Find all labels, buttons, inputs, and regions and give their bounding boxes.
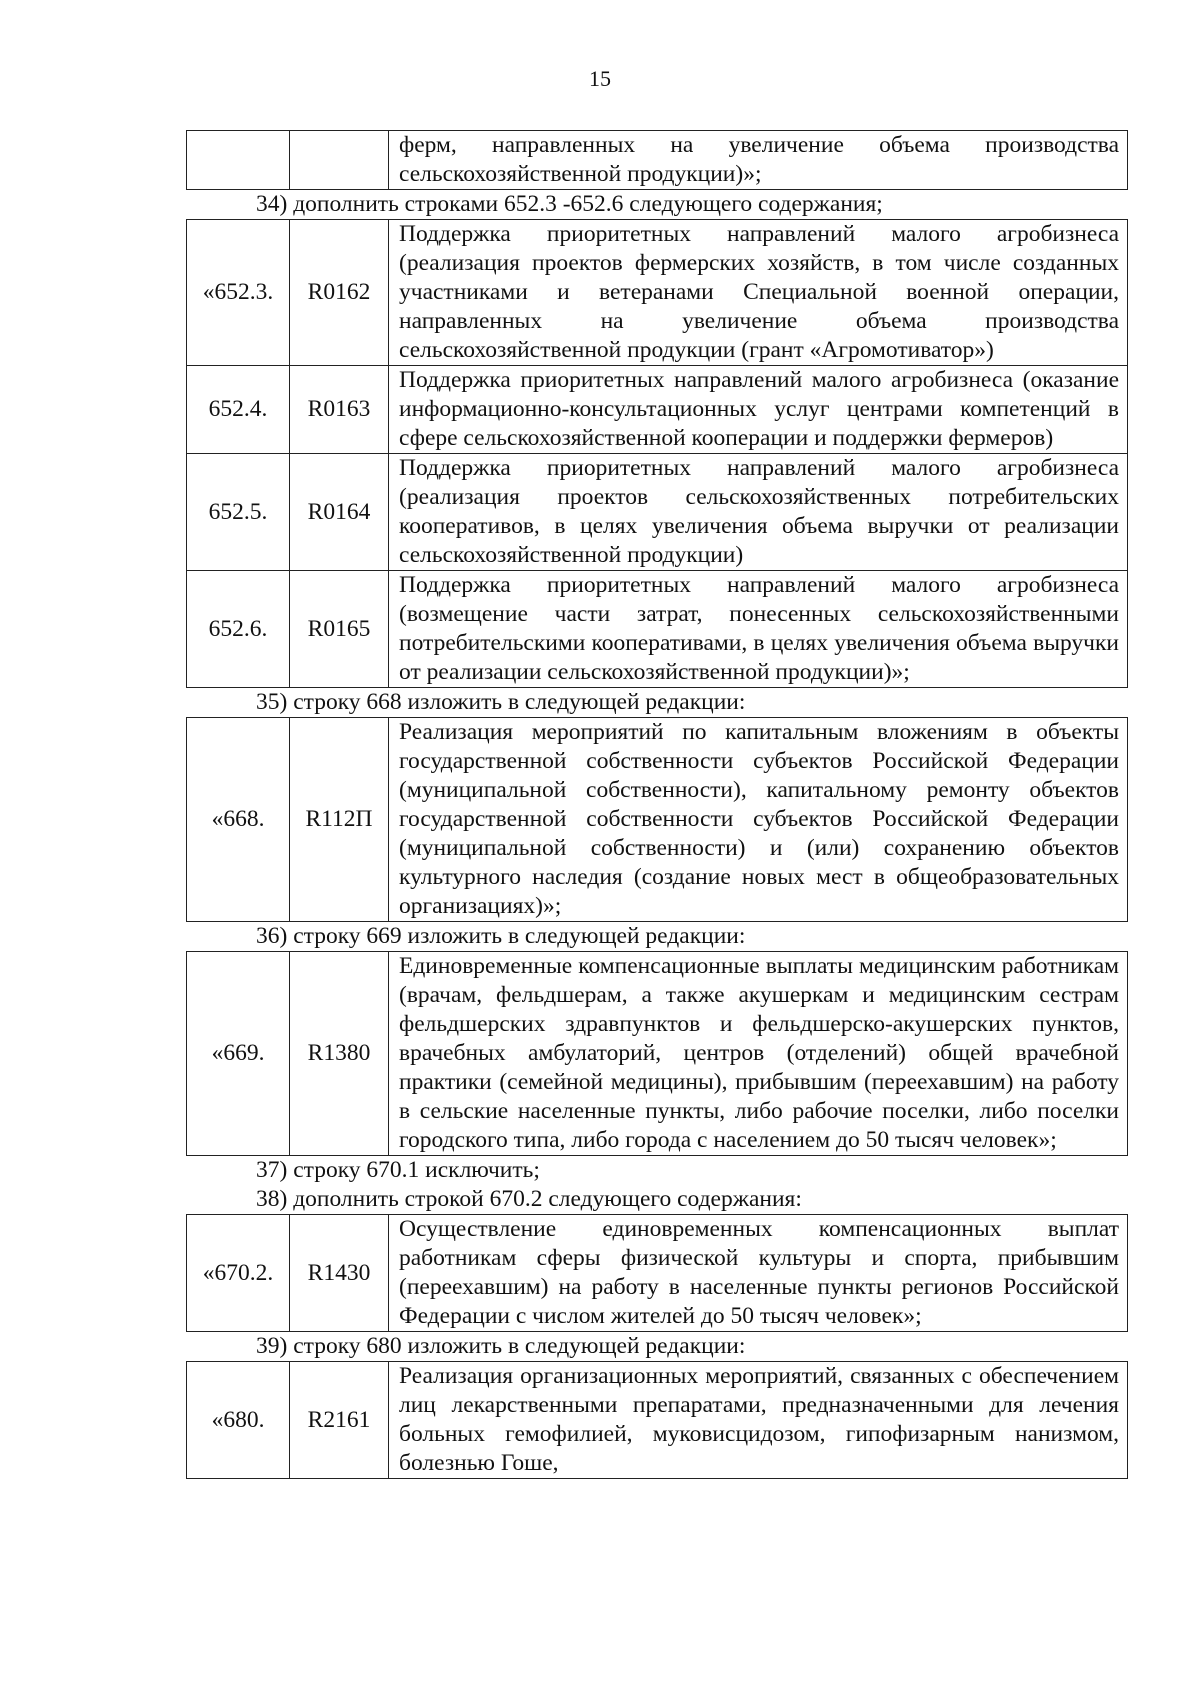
row-description: Поддержка приоритетных направлений малого агробизнеса (реализация проектов сельскохозяйственных потребительских кооперативов, в целях увеличения объема выручки от реализации сельскохозяйственной продукции) bbox=[389, 454, 1128, 571]
instruction-39: 39) строку 680 изложить в следующей редакции: bbox=[256, 1333, 746, 1359]
row-number: 652.5. bbox=[187, 454, 290, 571]
table-670-2 bbox=[186, 1214, 1128, 1332]
row-code: R0164 bbox=[290, 454, 389, 571]
table-680 bbox=[186, 1361, 1128, 1479]
row-description: Поддержка приоритетных направлений малого агробизнеса (оказание информационно-консультационных услуг центрами компетенций в сфере сельскохозяйственной кооперации и поддержки фермеров) bbox=[389, 366, 1128, 454]
instruction-35: 35) строку 668 изложить в следующей редакции: bbox=[256, 689, 746, 715]
row-number: «680. bbox=[187, 1362, 290, 1479]
table-row bbox=[187, 571, 1128, 688]
table-row bbox=[187, 718, 1128, 922]
page-number: 15 bbox=[589, 66, 611, 91]
row-number: «668. bbox=[187, 718, 290, 922]
row-description: Осуществление единовременных компенсационных выплат работникам сферы физической культуры и спорта, прибывшим (переехавшим) на работу в населенные пункты регионов Российской Федерации с числом жителей до 50 тысяч человек»; bbox=[389, 1215, 1128, 1332]
row-number bbox=[187, 131, 290, 190]
row-number: 652.4. bbox=[187, 366, 290, 454]
table-row bbox=[187, 131, 1128, 190]
table-row bbox=[187, 220, 1128, 366]
row-code: R0163 bbox=[290, 366, 389, 454]
row-code: R1380 bbox=[290, 952, 389, 1156]
table-row bbox=[187, 952, 1128, 1156]
row-code: R112П bbox=[290, 718, 389, 922]
row-code: R1430 bbox=[290, 1215, 389, 1332]
row-number: «670.2. bbox=[187, 1215, 290, 1332]
document-body bbox=[186, 130, 1128, 1479]
table-row bbox=[187, 454, 1128, 571]
row-description: Поддержка приоритетных направлений малого агробизнеса (возмещение части затрат, понесенных сельскохозяйственными потребительскими кооперативами, в целях увеличения объема выручки от реализации сельскохозяйственной продукции)»; bbox=[389, 571, 1128, 688]
row-number: «669. bbox=[187, 952, 290, 1156]
table-row bbox=[187, 1215, 1128, 1332]
row-code: R2161 bbox=[290, 1362, 389, 1479]
row-number: 652.6. bbox=[187, 571, 290, 688]
table-652 bbox=[186, 219, 1128, 688]
instruction-36: 36) строку 669 изложить в следующей редакции: bbox=[256, 923, 746, 949]
row-description: Реализация организационных мероприятий, связанных с обеспечением лиц лекарственными препаратами, предназначенными для лечения больных гемофилией, муковисцидозом, гипофизарным нанизмом, болезнью Гоше, bbox=[389, 1362, 1128, 1479]
table-row bbox=[187, 366, 1128, 454]
row-code bbox=[290, 131, 389, 190]
instruction-38: 38) дополнить строкой 670.2 следующего содержания: bbox=[256, 1186, 802, 1212]
row-description: ферм, направленных на увеличение объема производства сельскохозяйственной продукции)»; bbox=[389, 131, 1128, 190]
table-668 bbox=[186, 717, 1128, 922]
table-row bbox=[187, 1362, 1128, 1479]
instruction-34: 34) дополнить строками 652.3 -652.6 следующего содержания; bbox=[256, 191, 883, 217]
table-669 bbox=[186, 951, 1128, 1156]
row-code: R0165 bbox=[290, 571, 389, 688]
row-number: «652.3. bbox=[187, 220, 290, 366]
row-description: Реализация мероприятий по капитальным вложениям в объекты государственной собственности субъектов Российской Федерации (муниципальной собственности), капитальному ремонту объектов государственной собственности субъектов Российской Федерации (муниципальной собственности) и (или) сохранению объектов культурного наследия (создание новых мест в общеобразовательных организациях)»; bbox=[389, 718, 1128, 922]
row-description: Единовременные компенсационные выплаты медицинским работникам (врачам, фельдшерам, а также акушеркам и медицинским сестрам фельдшерских здравпунктов и фельдшерско-акушерских пунктов, врачебных амбулаторий, центров (отделений) общей врачебной практики (семейной медицины), прибывшим (переехавшим) на работу в сельские населенные пункты, либо рабочие поселки, либо поселки городского типа, либо города с населением до 50 тысяч человек»; bbox=[389, 952, 1128, 1156]
row-code: R0162 bbox=[290, 220, 389, 366]
instruction-37: 37) строку 670.1 исключить; bbox=[256, 1157, 540, 1183]
row-description: Поддержка приоритетных направлений малого агробизнеса (реализация проектов фермерских хозяйств, в том числе созданных участниками и ветеранами Специальной военной операции, направленных на увеличение объема производства сельскохозяйственной продукции (грант «Агромотиватор») bbox=[389, 220, 1128, 366]
continuation-table bbox=[186, 130, 1128, 190]
